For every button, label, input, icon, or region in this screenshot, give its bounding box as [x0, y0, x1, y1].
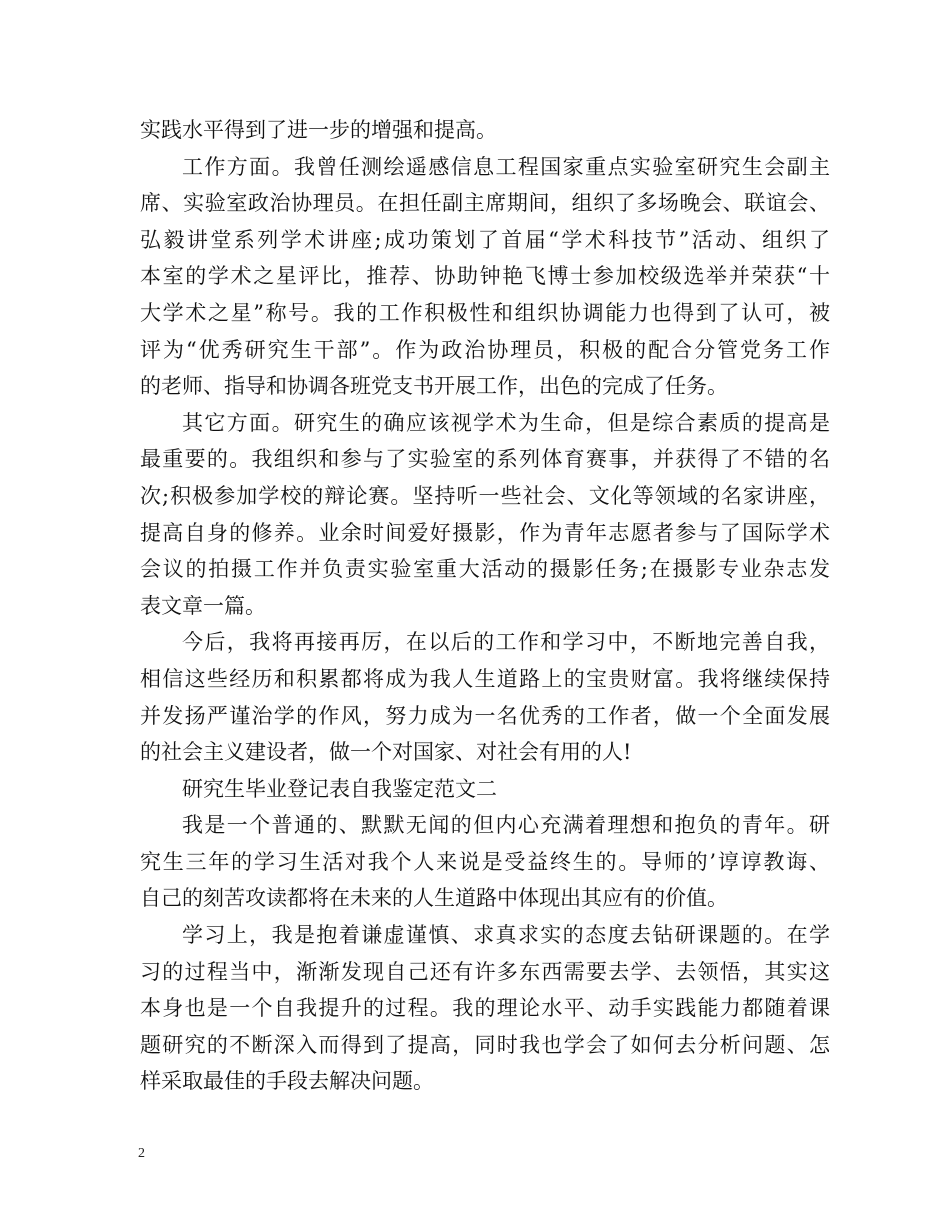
text-line: 次;积极参加学校的辩论赛。坚持听一些社会、文化等领域的名家讲座，: [140, 483, 830, 508]
text-line: 学习上，我是抱着谦虚谨慎、求真求实的态度去钻研课题的。在学: [182, 923, 830, 948]
text-line: 并发扬严谨治学的作风，努力成为一名优秀的工作者，做一个全面发展: [140, 703, 830, 728]
text-line: 弘毅讲堂系列学术讲座;成功策划了首届“学术科技节”活动、组织了: [140, 227, 830, 252]
text-line: 相信这些经历和积累都将成为我人生道路上的宝贵财富。我将继续保持: [140, 666, 830, 691]
text-line: 席、实验室政治协理员。在担任副主席期间，组织了多场晚会、联谊会、: [140, 191, 830, 216]
text-line: 会议的拍摄工作并负责实验室重大活动的摄影任务;在摄影专业杂志发: [140, 557, 830, 582]
text-line: 自己的刻苦攻读都将在未来的人生道路中体现出其应有的价值。: [140, 886, 728, 911]
document-body: [140, 112, 830, 1100]
text-line: 实践水平得到了进一步的增强和提高。: [140, 118, 497, 142]
text-line: 的老师、指导和协调各班党支书开展工作，出色的完成了任务。: [140, 374, 728, 399]
text-line: 评为“优秀研究生干部”。作为政治协理员，积极的配合分管党务工作: [140, 337, 830, 362]
text-line: 我是一个普通的、默默无闻的但内心充满着理想和抱负的青年。研: [182, 813, 830, 838]
text-line: 本室的学术之星评比，推荐、协助钟艳飞博士参加校级选举并荣获“十: [140, 264, 830, 289]
text-line: 大学术之星”称号。我的工作积极性和组织协调能力也得到了认可，被: [140, 300, 830, 325]
text-line: 究生三年的学习生活对我个人来说是受益终生的。导师的’谆谆教诲、: [140, 849, 830, 874]
text-line: 最重要的。我组织和参与了实验室的系列体育赛事，并获得了不错的名: [140, 447, 830, 472]
text-line: 提高自身的修养。业余时间爱好摄影，作为青年志愿者参与了国际学术: [140, 520, 830, 545]
page-number: 2: [138, 1146, 145, 1161]
text-line: 样采取最佳的手段去解决问题。: [140, 1069, 434, 1094]
text-line: 表文章一篇。: [140, 593, 266, 618]
text-line: 今后，我将再接再厉，在以后的工作和学习中，不断地完善自我，: [182, 630, 830, 655]
text-line: 题研究的不断深入而得到了提高，同时我也学会了如何去分析问题、怎: [140, 1032, 830, 1057]
text-line: 其它方面。研究生的确应该视学术为生命，但是综合素质的提高是: [182, 410, 830, 435]
text-line: 研究生毕业登记表自我鉴定范文二: [182, 776, 497, 801]
text-line: 本身也是一个自我提升的过程。我的理论水平、动手实践能力都随着课: [140, 996, 830, 1021]
text-line: 的社会主义建设者，做一个对国家、对社会有用的人!: [140, 740, 632, 765]
text-line: 习的过程当中，渐渐发现自己还有许多东西需要去学、去领悟，其实这: [140, 959, 830, 984]
text-line: 工作方面。我曾任测绘遥感信息工程国家重点实验室研究生会副主: [182, 154, 830, 179]
